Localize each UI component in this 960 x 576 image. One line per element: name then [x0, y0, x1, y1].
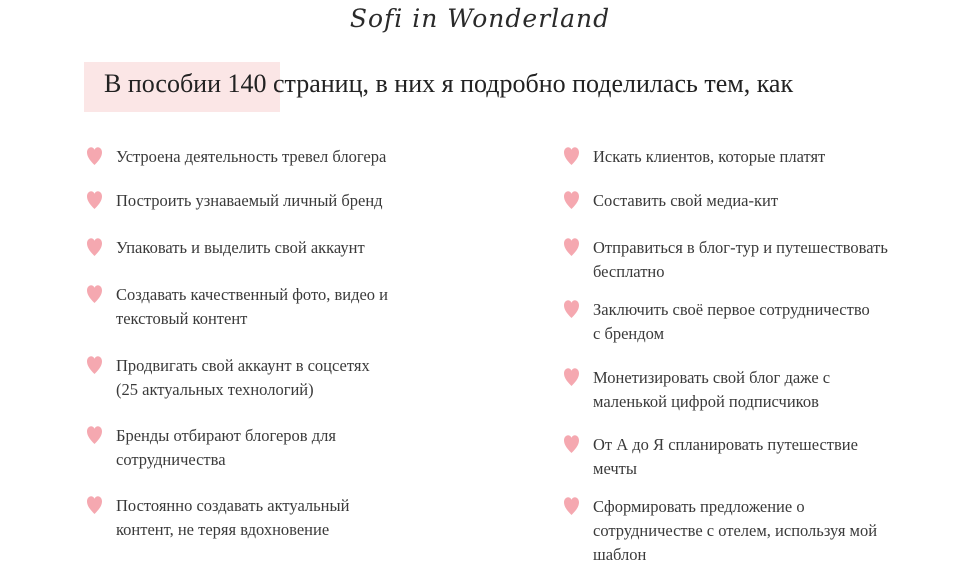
- brand-logo: Sofi in Wonderland: [349, 4, 611, 33]
- list-item-right-2: [563, 189, 778, 213]
- list-item-left-7: [86, 494, 349, 542]
- list-item-text: Создавать качественный фото, видео и текстовый контент: [116, 285, 389, 328]
- heart-icon: [563, 434, 580, 454]
- list-item-left-5: [86, 354, 370, 402]
- heart-icon: [563, 367, 580, 387]
- page-heading: В пособии 140 страниц, в них я подробно поделилась тем, как: [104, 69, 794, 98]
- list-item-left-3: [86, 236, 365, 260]
- list-item-right-5: [563, 366, 830, 414]
- heart-icon: [86, 237, 103, 257]
- list-item-right-7: [563, 495, 877, 567]
- list-item-left-6: [86, 424, 336, 472]
- heart-icon: [86, 355, 103, 375]
- list-item-text: От А до Я спланировать путешествие мечты: [593, 435, 858, 478]
- list-item-text: Искать клиентов, которые платят: [593, 147, 826, 166]
- heart-icon: [563, 299, 580, 319]
- list-item-text: Устроена деятельность тревел блогера: [116, 147, 387, 166]
- heart-icon: [563, 190, 580, 210]
- list-item-right-3: [563, 236, 888, 284]
- list-item-text: Сформировать предложение о сотрудничестве с отелем, используя мой шаблон: [593, 497, 878, 564]
- list-item-text: Монетизировать свой блог даже с маленькой цифрой подписчиков: [593, 368, 831, 411]
- heart-icon: [86, 284, 103, 304]
- heart-icon: [563, 146, 580, 166]
- heart-icon: [86, 425, 103, 445]
- list-item-left-2: [86, 189, 383, 213]
- list-item-text: Отправиться в блог-тур и путешествовать бесплатно: [593, 238, 888, 281]
- heart-icon: [86, 495, 103, 515]
- list-item-right-1: [563, 145, 825, 169]
- list-item-text: Построить узнаваемый личный бренд: [116, 191, 383, 210]
- list-item-text: Продвигать свой аккаунт в соцсетях (25 актуальных технологий): [116, 356, 370, 399]
- list-item-text: Бренды отбирают блогеров для сотрудничества: [116, 426, 336, 469]
- list-item-text: Составить свой медиа-кит: [593, 191, 779, 210]
- list-item-text: Постоянно создавать актуальный контент, не теряя вдохновение: [116, 496, 350, 539]
- list-item-text: Упаковать и выделить свой аккаунт: [116, 238, 365, 257]
- list-item-left-1: [86, 145, 386, 169]
- heart-icon: [563, 496, 580, 516]
- heart-icon: [86, 190, 103, 210]
- list-item-right-4: [563, 298, 870, 346]
- list-item-left-4: [86, 283, 388, 331]
- list-item-right-6: [563, 433, 858, 481]
- heart-icon: [563, 237, 580, 257]
- heart-icon: [86, 146, 103, 166]
- list-item-text: Заключить своё первое сотрудничество с брендом: [593, 300, 870, 343]
